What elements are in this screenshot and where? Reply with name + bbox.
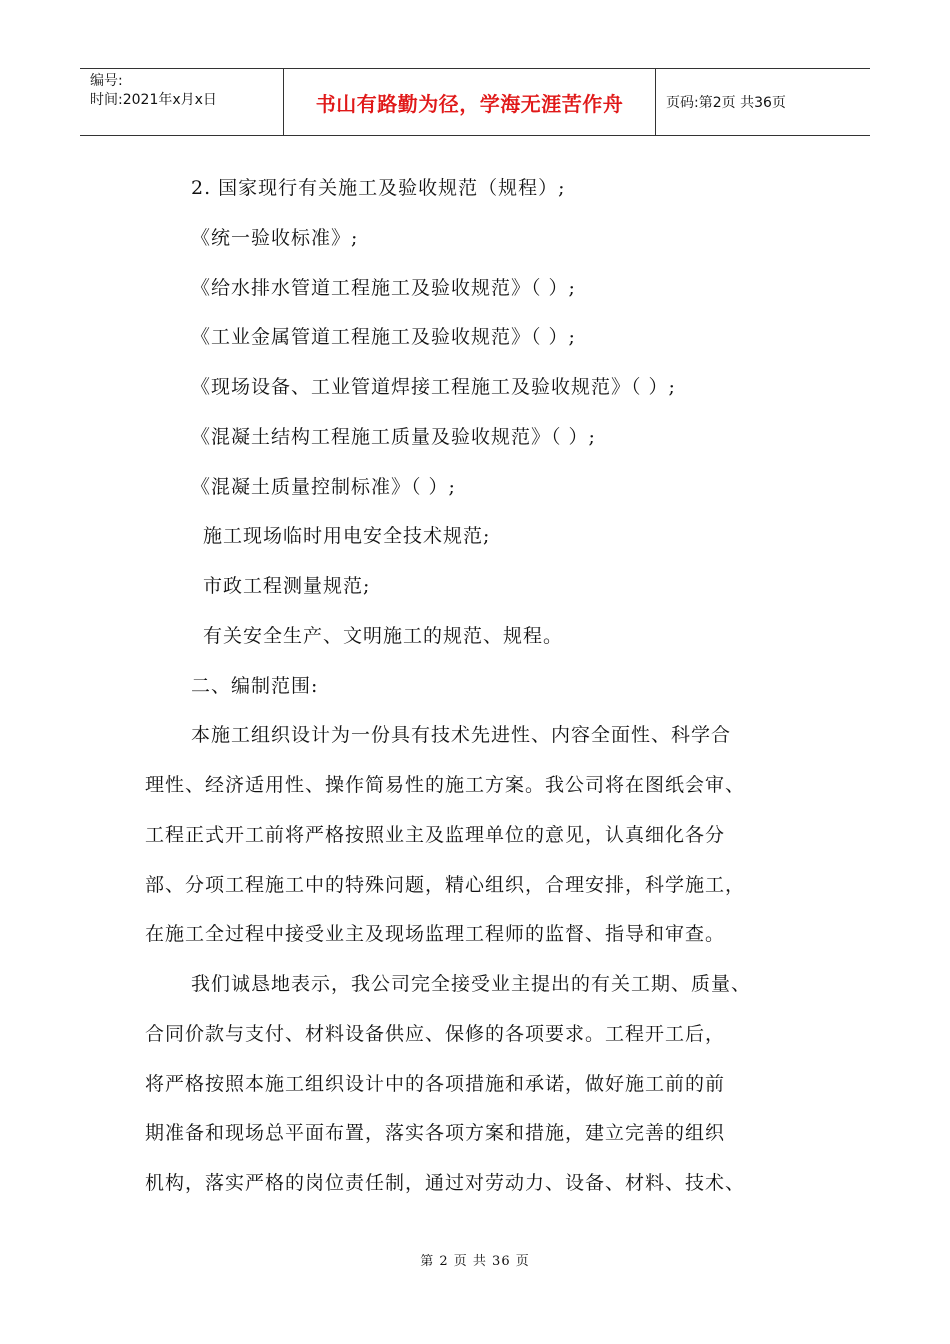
page-footer: 第 2 页 共 36 页: [420, 1254, 530, 1269]
body-line: 部、分项工程施工中的特殊问题，精心组织，合理安排，科学施工，: [145, 874, 746, 896]
header-page-info: 页码:第2页 共36页: [666, 95, 786, 111]
body-line: 期准备和现场总平面布置，落实各项方案和措施，建立完善的组织: [145, 1122, 726, 1144]
body-line: 合同价款与支付、材料设备供应、保修的各项要求。工程开工后，: [145, 1023, 726, 1045]
body-line: 《混凝土结构工程施工质量及验收规范》（ ）;: [191, 426, 596, 448]
header-motto: 书山有路勤为径，学海无涯苦作舟: [284, 69, 656, 135]
document-time-label: 时间:2021年x月x日: [90, 92, 217, 108]
document-number-label: 编号:: [90, 73, 123, 89]
body-line: 机构，落实严格的岗位责任制，通过对劳动力、设备、材料、技术、: [145, 1172, 746, 1194]
body-line: 理性、经济适用性、操作简易性的施工方案。我公司将在图纸会审、: [145, 774, 746, 796]
header-meta: [80, 69, 284, 135]
body-line: 在施工全过程中接受业主及现场监理工程师的监督、指导和审查。: [145, 923, 726, 945]
page-header: [80, 68, 870, 136]
body-line: 《工业金属管道工程施工及验收规范》（ ）;: [191, 326, 576, 348]
body-line: 《现场设备、工业管道焊接工程施工及验收规范》（ ）;: [191, 376, 676, 398]
body-line: 我们诚恳地表示，我公司完全接受业主提出的有关工期、质量、: [191, 973, 752, 995]
body-line: 工程正式开工前将严格按照业主及监理单位的意见，认真细化各分: [145, 824, 726, 846]
body-line: 有关安全生产、文明施工的规范、规程。: [203, 625, 564, 647]
body-line: 《混凝土质量控制标准》（ ）;: [191, 476, 456, 498]
body-line: 施工现场临时用电安全技术规范;: [203, 525, 491, 547]
body-line: 《给水排水管道工程施工及验收规范》（ ）;: [191, 277, 576, 299]
body-line: 市政工程测量规范;: [203, 575, 371, 597]
body-line: 本施工组织设计为一份具有技术先进性、内容全面性、科学合: [191, 724, 732, 746]
body-line: 2. 国家现行有关施工及验收规范（规程）;: [191, 177, 566, 199]
body-line: 《统一验收标准》;: [191, 227, 359, 249]
body-line: 将严格按照本施工组织设计中的各项措施和承诺，做好施工前的前: [145, 1073, 726, 1095]
section-heading: 二、编制范围:: [191, 675, 319, 697]
